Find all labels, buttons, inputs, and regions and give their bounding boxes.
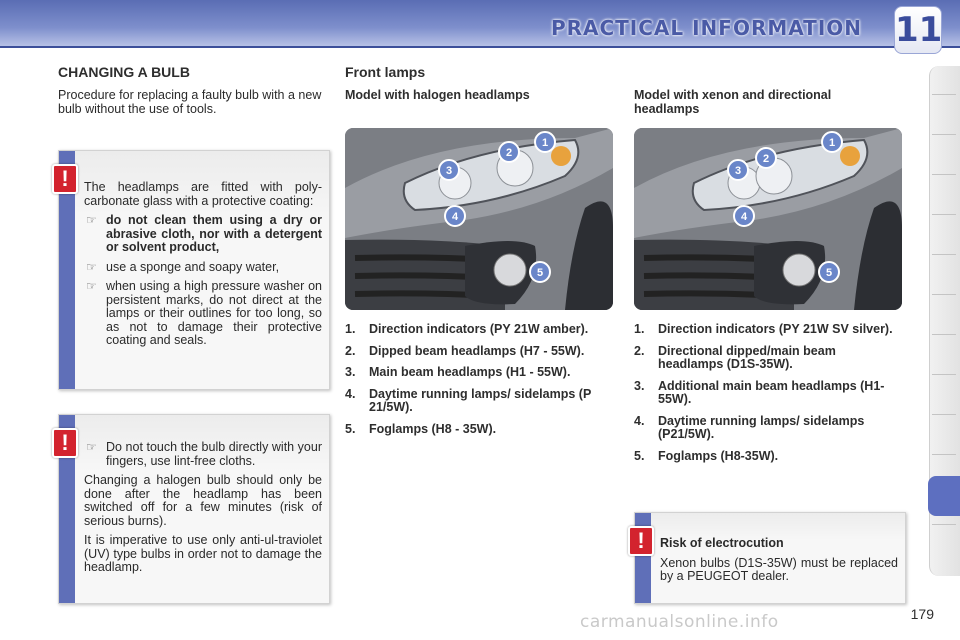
tab-divider [932,524,956,525]
pointing-hand-icon: ☞ [86,259,97,274]
list-item: 4. Daytime running lamps/ sidelamps (P 21/5W). [345,386,592,414]
bullet-item: ☞ do not clean them using a dry or abrasive cloth, nor with a detergent or solvent product, [86,213,322,254]
bullet-item: ☞ when using a high pressure washer on persistent marks, do not direct at the lamps or their outlines for too long, so as not to damage their protective coating and seals. [86,279,322,347]
list-item: 3. Additional main beam headlamps (H1-55W). [634,378,885,406]
warning-box-bulb-handling [58,414,330,604]
tab-divider [932,214,956,215]
tab-divider [932,94,956,95]
section-title-front-lamps: Front lamps [345,64,426,80]
callout-5: 5 [536,267,544,279]
list-item: 3. Main beam headlamps (H1 - 55W). [345,365,571,379]
pointing-hand-icon: ☞ [86,213,97,227]
bullet-item: ☞ use a sponge and soapy water, [86,259,280,274]
page-number: 179 [910,606,934,622]
subtitle-xenon: Model with xenon and directional headlamps [634,88,832,116]
list-item: 5. Foglamps (H8 - 35W). [345,421,497,436]
xenon-bulb-list [634,323,904,471]
warning-text: The headlamps are fitted with poly-carbonate glass with a protective coating: [84,180,322,208]
callout-1: 1 [541,137,549,149]
callout-5: 5 [825,267,833,279]
chapter-tab-active[interactable] [928,476,960,516]
chapter-number-badge: 11 [894,6,942,54]
callout-3: 3 [445,165,453,177]
halogen-headlamp-photo [345,128,613,310]
tab-divider [932,414,956,415]
callout-4: 4 [740,211,748,223]
callout-3: 3 [734,165,742,177]
tab-divider [932,374,956,375]
tab-divider [932,294,956,295]
list-item: 4. Daytime running lamps/ sidelamps (P21/5W). [634,413,865,441]
callout-1: 1 [828,137,836,149]
watermark: carmanualsonline.info [580,612,779,632]
warning-paragraph: It is imperative to use only anti-ul-traviolet (UV) type bulbs in order not to damage the headlamp. [84,533,322,574]
page-title: PRACTICAL INFORMATION [550,16,862,40]
tab-divider [932,174,956,175]
warning-paragraph: Changing a halogen bulb should only be done after the headlamp has been switched off for a few minutes (risk of serious burns). [84,473,322,528]
callout-2: 2 [505,147,513,159]
tab-divider [932,254,956,255]
list-item: 5. Foglamps (H8-35W). [634,448,779,463]
pointing-hand-icon: ☞ [86,279,97,293]
callout-4: 4 [451,211,459,223]
warning-box-headlamp-care [58,150,330,390]
exclamation-warning-icon: ! [628,526,654,556]
list-item: 1. Direction indicators (PY 21W amber). [345,322,589,336]
risk-title: Risk of electrocution [660,536,784,550]
tab-divider [932,334,956,335]
warning-box-electrocution [634,512,906,604]
bullet-item: ☞ Do not touch the bulb directly with your fingers, use lint-free cloths. [86,440,322,468]
subtitle-halogen: Model with halogen headlamps [345,88,530,102]
risk-text: Xenon bulbs (D1S-35W) must be replaced by a PEUGEOT dealer. [660,555,898,583]
halogen-bulb-list [345,323,615,444]
pointing-hand-icon: ☞ [86,440,97,454]
intro-text: Procedure for replacing a faulty bulb with a new bulb without the use of tools. [58,88,322,116]
tab-divider [932,134,956,135]
tab-divider [932,454,956,455]
xenon-headlamp-photo [634,128,902,310]
callout-2: 2 [762,153,770,165]
exclamation-warning-icon: ! [52,164,78,194]
list-item: 1. Direction indicators (PY 21W SV silver). [634,322,893,336]
list-item: 2. Directional dipped/main beam headlamps (D1S-35W). [634,343,836,371]
exclamation-warning-icon: ! [52,428,78,458]
section-title-changing-bulb: CHANGING A BULB [58,64,190,80]
list-item: 2. Dipped beam headlamps (H7 - 55W). [345,343,585,358]
